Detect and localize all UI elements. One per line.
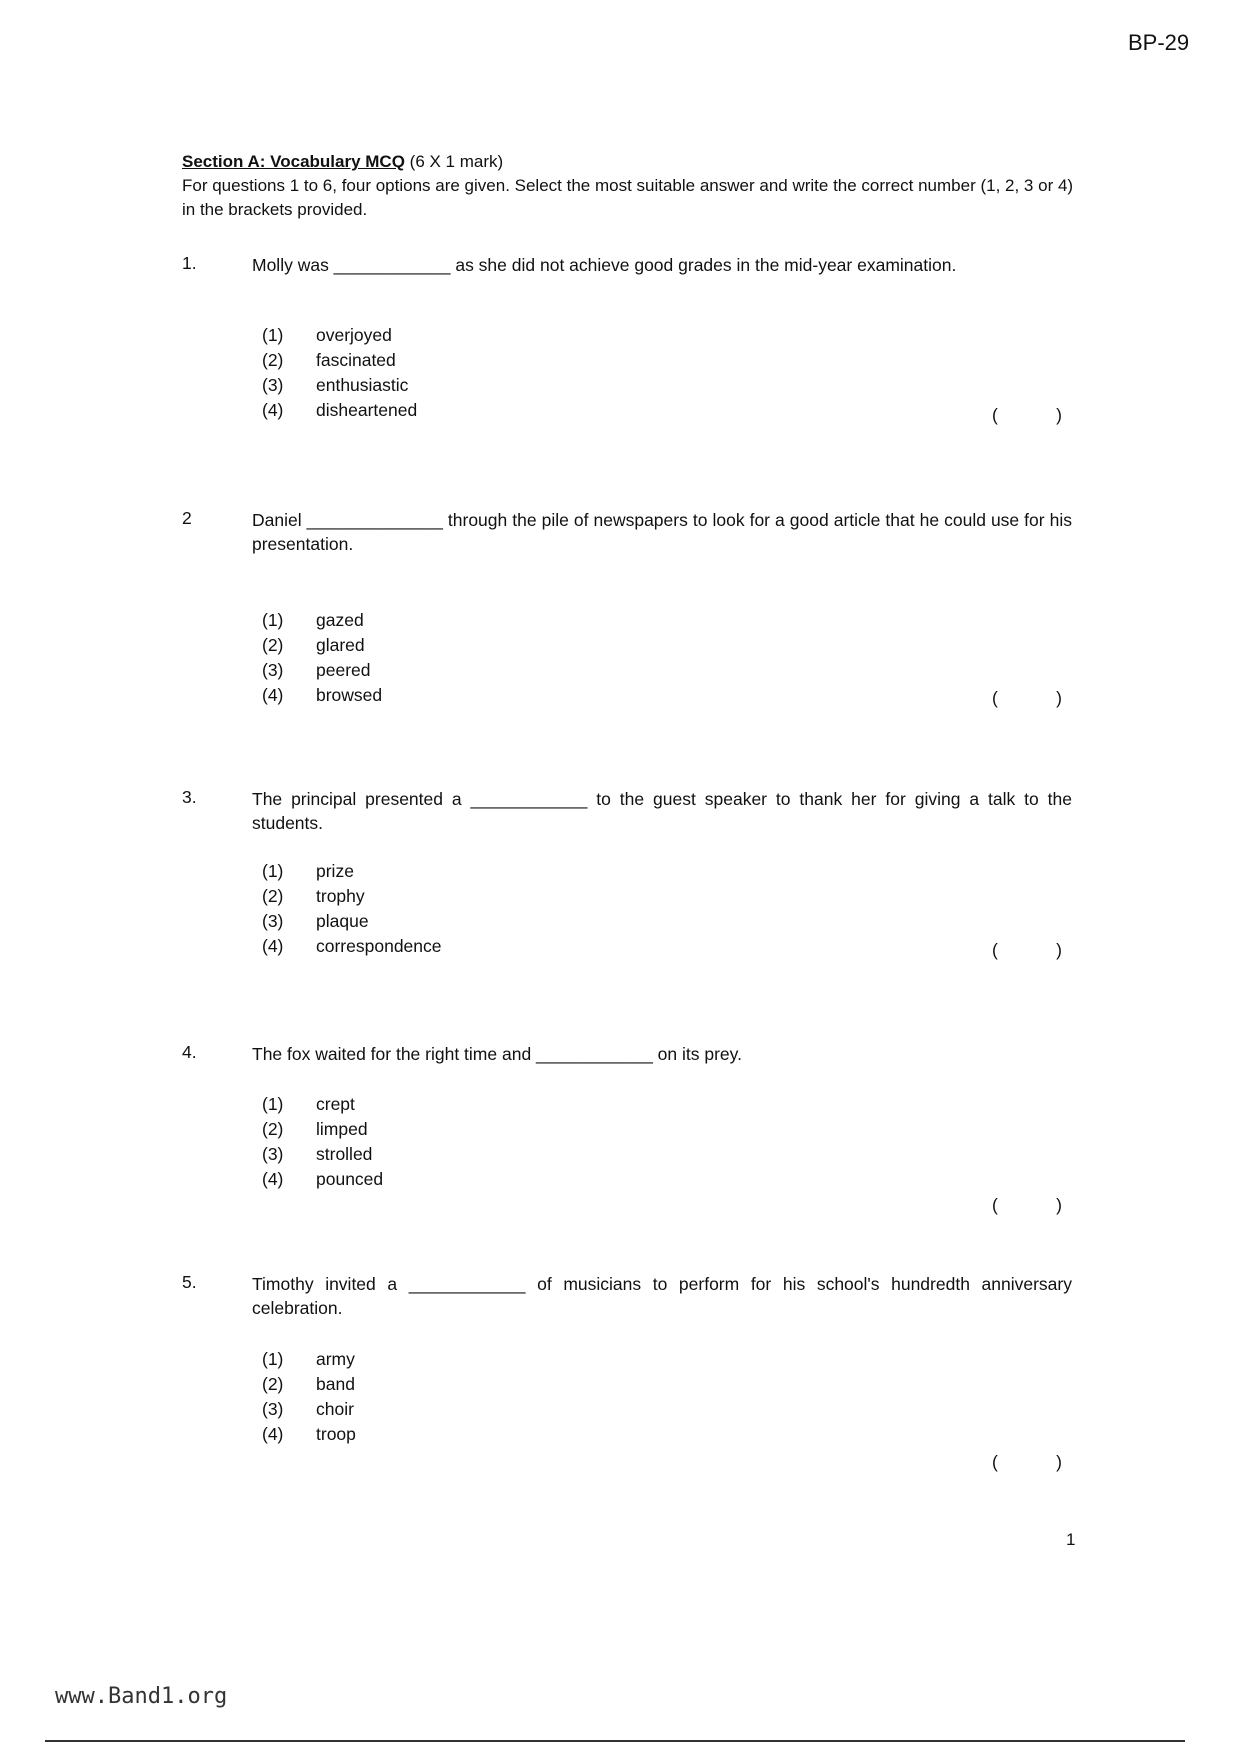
options-list (262, 1092, 383, 1192)
option-3 (262, 373, 417, 398)
option-text: choir (316, 1399, 354, 1419)
option-number: (2) (262, 1119, 284, 1139)
question-number: 5. (182, 1272, 197, 1292)
option-number: (1) (262, 1349, 284, 1369)
answer-brackets[interactable] (992, 405, 1062, 426)
option-number: (3) (262, 660, 284, 680)
option-text: army (316, 1349, 355, 1369)
options-list (262, 323, 417, 423)
option-4 (262, 683, 382, 708)
option-text: overjoyed (316, 325, 392, 345)
option-number: (4) (262, 1424, 284, 1444)
option-1 (262, 859, 442, 884)
option-2 (262, 348, 417, 373)
option-text: correspondence (316, 936, 442, 956)
bracket-open: ( (992, 405, 998, 425)
section-heading-line (182, 150, 1082, 174)
option-number: (3) (262, 1399, 284, 1419)
bracket-open: ( (992, 1195, 998, 1215)
option-number: (2) (262, 1374, 284, 1394)
answer-brackets[interactable] (992, 1195, 1062, 1216)
option-number: (4) (262, 400, 284, 420)
question-number: 1. (182, 253, 197, 273)
option-4 (262, 934, 442, 959)
question-stem: Timothy invited a ____________ of musicians to perform for his school's hundredth anniversary celebration. (252, 1274, 1072, 1318)
footer-url[interactable]: www.Band1.org (55, 1684, 228, 1709)
option-number: (4) (262, 685, 284, 705)
bracket-close: ) (1056, 1195, 1062, 1215)
option-3 (262, 658, 382, 683)
option-number: (1) (262, 610, 284, 630)
option-number: (2) (262, 886, 284, 906)
option-2 (262, 884, 442, 909)
bracket-open: ( (992, 940, 998, 960)
option-number: (2) (262, 350, 284, 370)
option-text: plaque (316, 911, 369, 931)
question-number: 3. (182, 787, 197, 807)
option-number: (4) (262, 936, 284, 956)
section-header (182, 150, 1082, 222)
option-4 (262, 1422, 356, 1447)
option-4 (262, 398, 417, 423)
option-text: browsed (316, 685, 383, 705)
options-list (262, 859, 442, 959)
section-instructions: For questions 1 to 6, four options are given. Select the most suitable answer and write the correct number (1, 2, 3 or 4) in the brackets provided. (182, 176, 1074, 219)
bracket-open: ( (992, 688, 998, 708)
section-marks: (6 X 1 mark) (404, 152, 504, 171)
option-text: glared (316, 635, 365, 655)
page-code: BP-29 (1128, 30, 1190, 55)
footer-divider (45, 1740, 1185, 1742)
option-text: band (316, 1374, 355, 1394)
option-2 (262, 1117, 383, 1142)
question-number: 4. (182, 1042, 197, 1062)
option-text: enthusiastic (316, 375, 409, 395)
option-1 (262, 1092, 383, 1117)
option-text: pounced (316, 1169, 384, 1189)
option-number: (3) (262, 1144, 284, 1164)
option-3 (262, 909, 442, 934)
option-number: (1) (262, 325, 284, 345)
option-1 (262, 608, 382, 633)
option-number: (1) (262, 861, 284, 881)
option-text: gazed (316, 610, 364, 630)
option-1 (262, 323, 417, 348)
option-number: (1) (262, 1094, 284, 1114)
section-title: Section A: Vocabulary MCQ (182, 152, 405, 171)
bracket-open: ( (992, 1452, 998, 1472)
answer-brackets[interactable] (992, 688, 1062, 709)
options-list (262, 608, 382, 708)
question-number: 2 (182, 508, 192, 528)
option-text: disheartened (316, 400, 418, 420)
bracket-close: ) (1056, 1452, 1062, 1472)
option-text: fascinated (316, 350, 396, 370)
option-3 (262, 1142, 383, 1167)
option-3 (262, 1397, 356, 1422)
option-1 (262, 1347, 356, 1372)
option-text: troop (316, 1424, 356, 1444)
question-stem: The principal presented a ____________ to the guest speaker to thank her for giving a talk to the students. (252, 789, 1072, 833)
option-text: limped (316, 1119, 368, 1139)
option-text: strolled (316, 1144, 373, 1164)
option-2 (262, 633, 382, 658)
option-number: (3) (262, 911, 284, 931)
question-stem: Daniel ______________ through the pile of newspapers to look for a good article that he could use for his presentation. (252, 510, 1072, 554)
bracket-close: ) (1056, 940, 1062, 960)
options-list (262, 1347, 356, 1447)
answer-brackets[interactable] (992, 940, 1062, 961)
answer-brackets[interactable] (992, 1452, 1062, 1473)
question-stem: The fox waited for the right time and ____________ on its prey. (252, 1044, 742, 1064)
bracket-close: ) (1056, 688, 1062, 708)
option-text: trophy (316, 886, 365, 906)
option-number: (4) (262, 1169, 284, 1189)
page-number: 1 (1066, 1530, 1076, 1549)
option-text: peered (316, 660, 371, 680)
bracket-close: ) (1056, 405, 1062, 425)
option-number: (2) (262, 635, 284, 655)
option-number: (3) (262, 375, 284, 395)
option-text: crept (316, 1094, 355, 1114)
option-text: prize (316, 861, 354, 881)
question-stem: Molly was ____________ as she did not achieve good grades in the mid-year examination. (252, 255, 957, 275)
option-2 (262, 1372, 356, 1397)
option-4 (262, 1167, 383, 1192)
